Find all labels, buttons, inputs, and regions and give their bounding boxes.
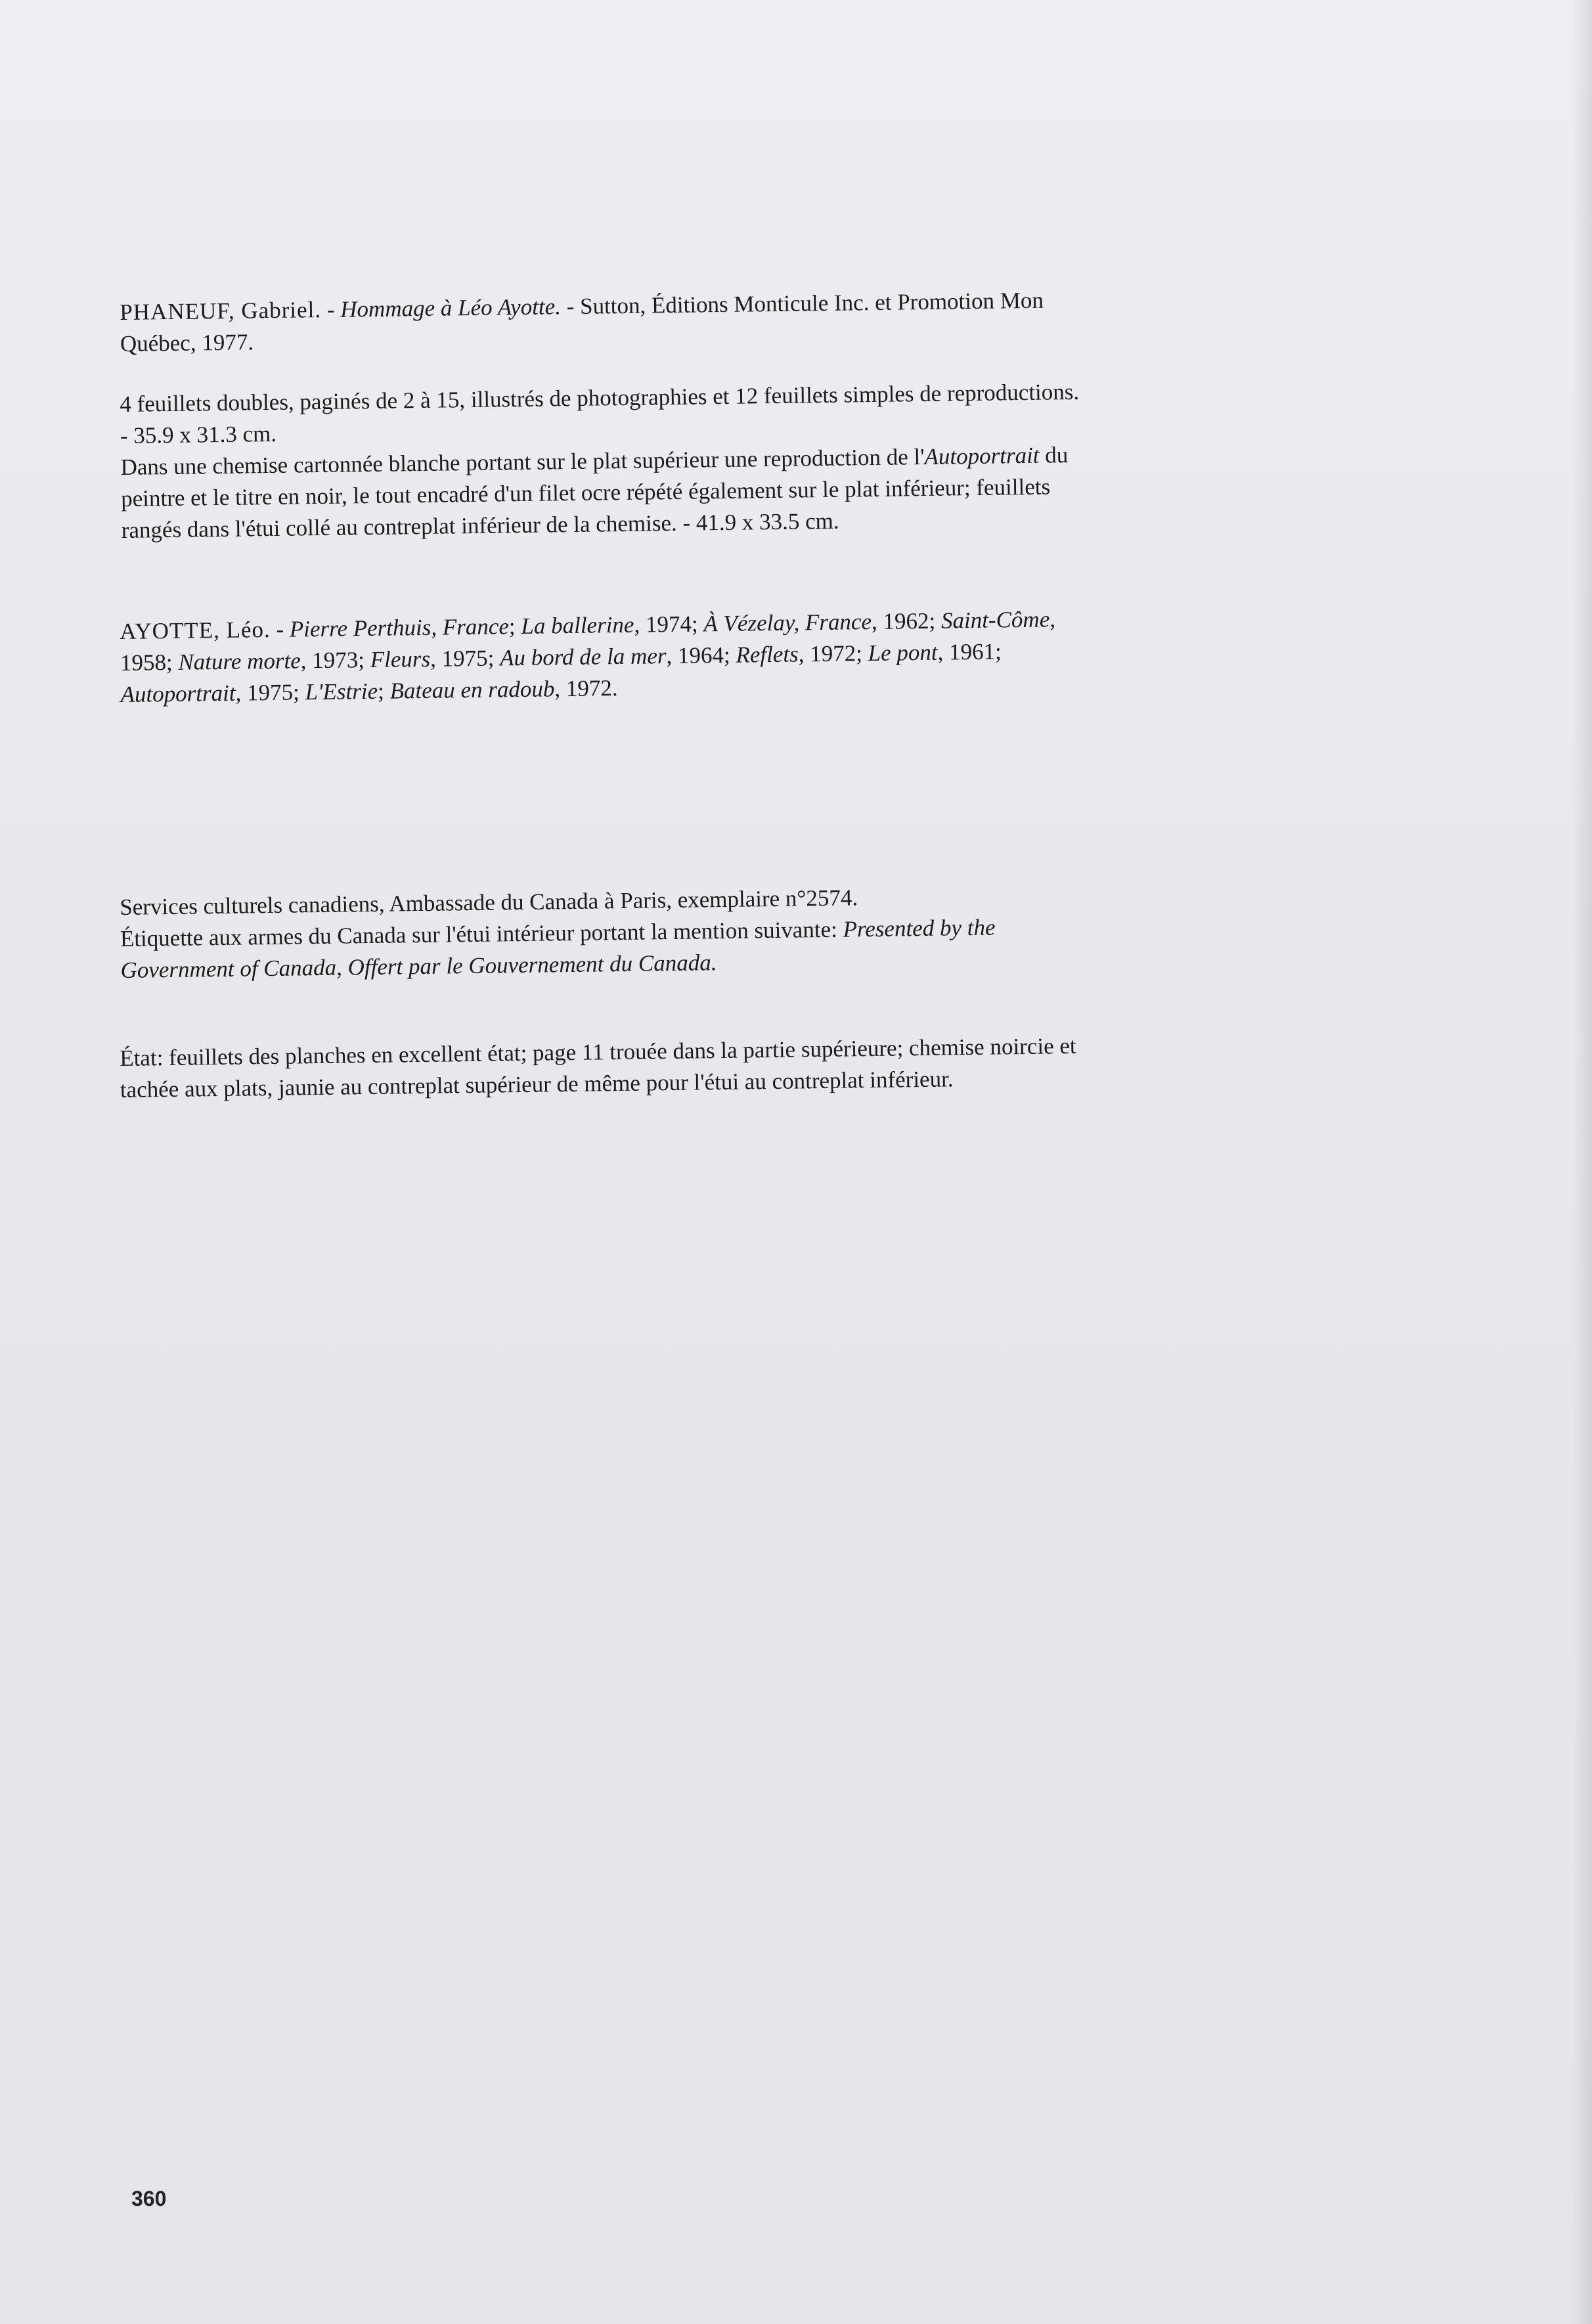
work-title: À Vézelay, France bbox=[703, 609, 872, 637]
work-title: La ballerine bbox=[521, 611, 634, 639]
description-line: - 35.9 x 31.3 cm. bbox=[120, 420, 277, 449]
work-year: 1958; bbox=[120, 649, 179, 676]
works-separator: - bbox=[270, 616, 290, 642]
provenance-italic: Presented by the bbox=[843, 914, 996, 942]
work-title: Le pont bbox=[868, 639, 938, 667]
condition-line: tachée aux plats, jaunie au contreplat supérieur de même pour l'étui au contreplat inférieur. bbox=[120, 1066, 954, 1103]
work-year: , 1961; bbox=[937, 638, 1002, 665]
entry-separator: - bbox=[560, 293, 581, 320]
work-year: , 1972. bbox=[554, 675, 618, 702]
page-edge-shadow bbox=[1572, 0, 1592, 2324]
work-title: Bateau en radoub bbox=[389, 676, 555, 704]
condition-note bbox=[120, 1027, 1302, 1106]
work-year: , 1975; bbox=[430, 645, 500, 672]
work-title: Au bord de la mer bbox=[499, 643, 667, 671]
physical-description bbox=[120, 373, 1304, 546]
works-line-3: Autoportrait, 1975; L'Estrie; Bateau en radoub, 1972. bbox=[120, 675, 618, 707]
provenance-line: Services culturels canadiens, Ambassade du Canada à Paris, exemplaire n°2574. bbox=[120, 885, 858, 920]
work-title: Nature morte bbox=[178, 647, 301, 675]
entry-author: PHANEUF, Gabriel. bbox=[120, 296, 322, 325]
description-text: Dans une chemise cartonnée blanche portant sur le plat supérieur une reproduction de l' bbox=[120, 443, 925, 480]
bibliographic-entry bbox=[120, 281, 1302, 360]
description-line: peintre et le titre en noir, le tout encadré d'un filet ocre répété également sur le plat inférieur; feuillets bbox=[120, 473, 1051, 512]
description-line: 4 feuillets doubles, paginés de 2 à 15, illustrés de photographies et 12 feuillets simples de reproductions. bbox=[120, 378, 1080, 417]
description-line: rangés dans l'étui collé au contreplat inférieur de la chemise. - 41.9 x 33.5 cm. bbox=[121, 508, 839, 543]
work-title: Reflets bbox=[736, 641, 799, 668]
entry-separator: - bbox=[321, 296, 341, 322]
work-year: , 1974; bbox=[634, 611, 704, 638]
entry-title: Hommage à Léo Ayotte. bbox=[340, 294, 562, 322]
works-artist: AYOTTE, Léo. bbox=[120, 616, 271, 644]
work-title: Fleurs bbox=[370, 646, 431, 673]
description-text: du bbox=[1039, 442, 1069, 468]
work-year: , 1962; bbox=[871, 607, 942, 635]
description-italic: Autoportrait bbox=[924, 442, 1040, 470]
work-title: Autoportrait bbox=[120, 680, 236, 707]
provenance-text: Étiquette aux armes du Canada sur l'étui intérieur portant la mention suivante: bbox=[120, 916, 843, 952]
page-number: 360 bbox=[131, 2187, 167, 2210]
works-line-1: AYOTTE, Léo. - Pierre Perthuis, France; La ballerine, 1974; À Vézelay, France, 1962; Saint-Côme, bbox=[120, 606, 1056, 644]
condition-line: État: feuillets des planches en excellent état; page 11 trouée dans la partie supérieure; chemise noircie et bbox=[120, 1032, 1076, 1071]
provenance-line: Government of Canada, Offert par le Gouvernement du Canada. bbox=[120, 950, 717, 983]
work-year: , 1964; bbox=[666, 642, 736, 669]
work-year: , 1973; bbox=[300, 647, 370, 674]
entry-line-2: Québec, 1977. bbox=[120, 329, 254, 357]
work-year: , 1975; bbox=[235, 679, 305, 706]
works-list bbox=[120, 600, 1303, 711]
entry-publisher: Sutton, Éditions Monticule Inc. et Promotion Mon bbox=[579, 287, 1044, 319]
work-year: , 1972; bbox=[798, 640, 868, 667]
work-title: L'Estrie bbox=[305, 678, 378, 705]
work-title: Saint-Côme, bbox=[940, 606, 1056, 634]
work-title: Pierre Perthuis, France bbox=[289, 613, 510, 642]
provenance-note bbox=[120, 876, 1303, 986]
